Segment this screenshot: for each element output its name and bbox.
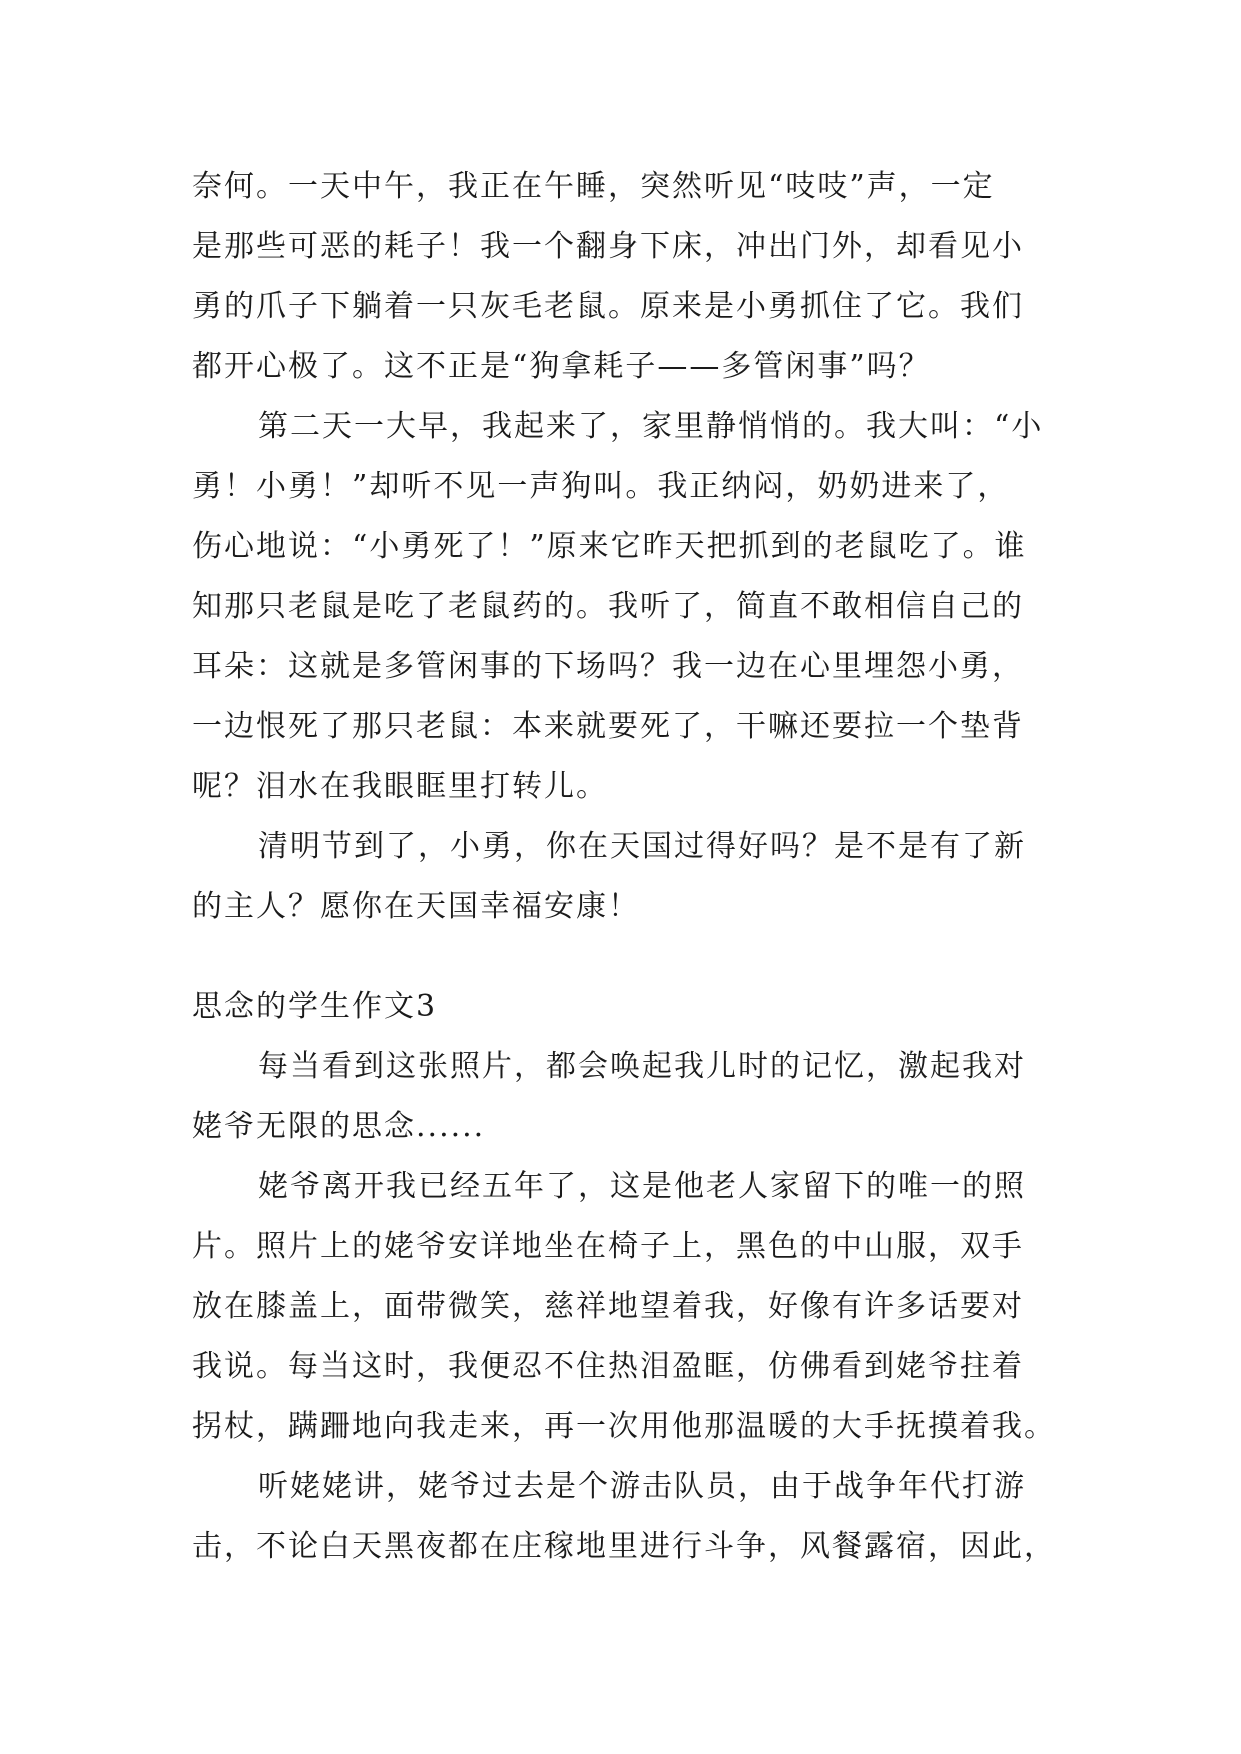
text-line: 放在膝盖上，面带微笑，慈祥地望着我，好像有许多话要对 — [192, 1289, 1024, 1324]
text-line: 我说。每当这时，我便忍不住热泪盈眶，仿佛看到姥爷拄着 — [192, 1349, 1024, 1384]
text-line: 一边恨死了那只老鼠：本来就要死了，干嘛还要拉一个垫背 — [192, 709, 1024, 744]
text-line: 的主人？愿你在天国幸福安康！ — [192, 889, 640, 924]
paragraph-first-line: 第二天一大早，我起来了，家里静悄悄的。我大叫：“小 — [258, 409, 1044, 444]
text-line: 击，不论白天黑夜都在庄稼地里进行斗争，风餐露宿，因此， — [192, 1529, 1056, 1564]
text-line: 知那只老鼠是吃了老鼠药的。我听了，简直不敢相信自己的 — [192, 589, 1024, 624]
text-line: 勇的爪子下躺着一只灰毛老鼠。原来是小勇抓住了它。我们 — [192, 289, 1024, 324]
paragraph-first-line: 每当看到这张照片，都会唤起我儿时的记忆，激起我对 — [258, 1049, 1026, 1084]
text-line: 姥爷无限的思念...... — [192, 1109, 486, 1144]
text-line: 伤心地说：“小勇死了！”原来它昨天把抓到的老鼠吃了。谁 — [192, 529, 1027, 564]
text-line: 是那些可恶的耗子！我一个翻身下床，冲出门外，却看见小 — [192, 229, 1024, 264]
text-line: 耳朵：这就是多管闲事的下场吗？我一边在心里埋怨小勇， — [192, 649, 1024, 684]
text-line: 勇！小勇！”却听不见一声狗叫。我正纳闷，奶奶进来了， — [192, 469, 1010, 504]
text-line: 奈何。一天中午，我正在午睡，突然听见“吱吱”声，一定 — [192, 169, 995, 204]
paragraph-first-line: 听姥姥讲，姥爷过去是个游击队员，由于战争年代打游 — [258, 1469, 1026, 1504]
section-title: 思念的学生作文3 — [192, 989, 438, 1024]
text-line: 都开心极了。这不正是“狗拿耗子——多管闲事”吗？ — [192, 349, 931, 384]
text-line: 呢？泪水在我眼眶里打转儿。 — [192, 769, 608, 804]
paragraph-first-line: 姥爷离开我已经五年了，这是他老人家留下的唯一的照 — [258, 1169, 1026, 1204]
text-line: 片。照片上的姥爷安详地坐在椅子上，黑色的中山服，双手 — [192, 1229, 1024, 1264]
paragraph-first-line: 清明节到了，小勇，你在天国过得好吗？是不是有了新 — [258, 829, 1026, 864]
text-line: 拐杖，蹒跚地向我走来，再一次用他那温暖的大手抚摸着我。 — [192, 1409, 1056, 1444]
